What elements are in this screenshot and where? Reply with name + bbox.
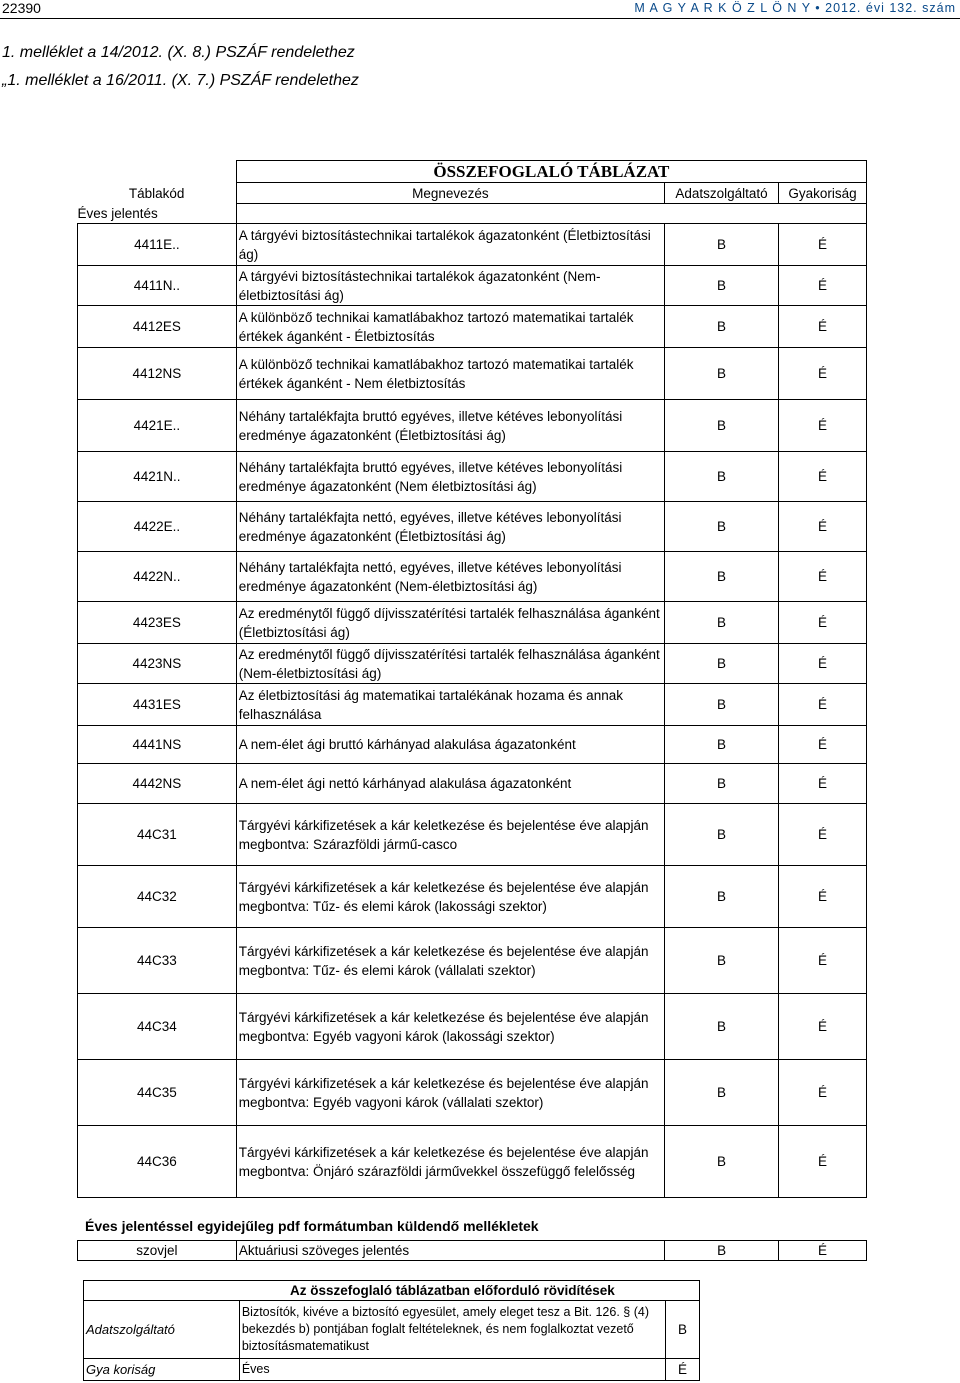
row-frequency: É (779, 602, 867, 644)
row-name: A különböző technikai kamatlábakhoz tartozó matematikai tartalék értékek áganként - Nem életbiztosítás (236, 348, 664, 400)
table-row (78, 452, 867, 502)
table-row (78, 552, 867, 602)
table-code: 44C33 (78, 928, 237, 994)
row-name: A tárgyévi biztosítástechnikai tartalékok ágazatonként (Életbiztosítási ág) (236, 224, 664, 266)
journal-title: M A G Y A R K Ö Z L Ö N Y • 2012. évi 132. szám (634, 1, 956, 15)
table-code: 44C36 (78, 1126, 237, 1198)
row-provider: B (665, 804, 779, 866)
table-code: 44C31 (78, 804, 237, 866)
annex-line-1: 1. melléklet a 14/2012. (X. 8.) PSZÁF rendelethez (2, 44, 355, 61)
row-frequency: É (779, 726, 867, 764)
header-frequency: Gyakoriság (779, 183, 867, 204)
row-frequency: É (779, 684, 867, 726)
abbr-desc-provider: Biztosítók, kivéve a biztosító egyesület, amely eleget tesz a Bit. 126. § (4) bekezdés b) pontjában foglalt feltételeknek, és nem foglalkoztat vezető biztosításmatematikust (239, 1301, 665, 1359)
page-header (0, 0, 960, 20)
attachments-heading: Éves jelentéssel egyidejűleg pdf formátumban küldendő mellékletek (85, 1218, 539, 1234)
row-frequency: É (779, 928, 867, 994)
abbreviations-title: Az összefoglaló táblázatban előforduló rövidítések (239, 1281, 665, 1301)
table-code: 4422N.. (78, 552, 237, 602)
table-code: 4411E.. (78, 224, 237, 266)
row-frequency: É (779, 1060, 867, 1126)
row-provider: B (665, 306, 779, 348)
row-provider: B (665, 928, 779, 994)
attachments-table (77, 1240, 867, 1261)
row-frequency: É (779, 866, 867, 928)
row-provider: B (665, 1126, 779, 1198)
table-row (78, 644, 867, 684)
row-name: A különböző technikai kamatlábakhoz tartozó matematikai tartalék értékek áganként - Életbiztosítás (236, 306, 664, 348)
row-provider: B (665, 764, 779, 804)
row-provider: B (665, 1060, 779, 1126)
abbr-label-frequency: Gya koriság (84, 1359, 240, 1381)
row-frequency: É (779, 1126, 867, 1198)
table-code: 4421E.. (78, 400, 237, 452)
table-row (78, 348, 867, 400)
row-name: Az eredménytől függő díjvisszatérítési tartalék felhasználása áganként (Életbiztosítási ág) (236, 602, 664, 644)
table-row (78, 804, 867, 866)
row-provider: B (665, 266, 779, 306)
row-name: Tárgyévi kárkifizetések a kár keletkezése és bejelentése éve alapján megbontva: Önjáró szárazföldi járművekkel összefüggő felelősség (236, 1126, 664, 1198)
section-annual-report: Éves jelentés (77, 205, 158, 221)
table-row (78, 502, 867, 552)
row-provider: B (665, 452, 779, 502)
row-frequency: É (779, 224, 867, 266)
row-provider: B (665, 552, 779, 602)
summary-table (77, 160, 867, 1198)
row-frequency: É (779, 552, 867, 602)
header-provider: Adatszolgáltató (665, 183, 779, 204)
table-code: 4423NS (78, 644, 237, 684)
table-row (78, 602, 867, 644)
header-divider (0, 18, 960, 19)
row-name: A tárgyévi biztosítástechnikai tartalékok ágazatonként (Nem-életbiztosítási ág) (236, 266, 664, 306)
row-provider: B (665, 684, 779, 726)
row-name: Néhány tartalékfajta bruttó egyéves, illetve kétéves lebonyolítási eredménye ágazatonként (Nem életbiztosítási ág) (236, 452, 664, 502)
table-code: 4421N.. (78, 452, 237, 502)
row-name: Tárgyévi kárkifizetések a kár keletkezése és bejelentése éve alapján megbontva: Egyéb vagyoni károk (vállalati szektor) (236, 1060, 664, 1126)
table-code: 4412ES (78, 306, 237, 348)
table-code: 44C34 (78, 994, 237, 1060)
table-row (78, 1126, 867, 1198)
table-row (78, 928, 867, 994)
row-provider: B (665, 400, 779, 452)
row-provider: B (665, 348, 779, 400)
row-name: Az eredménytől függő díjvisszatérítési tartalék felhasználása áganként (Nem-életbiztosítási ág) (236, 644, 664, 684)
table-code: 44C35 (78, 1060, 237, 1126)
row-name: Tárgyévi kárkifizetések a kár keletkezése és bejelentése éve alapján megbontva: Egyéb vagyoni károk (lakossági szektor) (236, 994, 664, 1060)
table-code: 4431ES (78, 684, 237, 726)
table-code: 4423ES (78, 602, 237, 644)
page-number: 22390 (2, 0, 41, 16)
table-code: 4411N.. (78, 266, 237, 306)
row-name: Néhány tartalékfajta nettó, egyéves, illetve kétéves lebonyolítási eredménye ágazatonként (Nem-életbiztosítási ág) (236, 552, 664, 602)
table-code: 44C32 (78, 866, 237, 928)
row-name: A nem-élet ági nettó kárhányad alakulása ágazatonként (236, 764, 664, 804)
row-frequency: É (779, 452, 867, 502)
row-name: Tárgyévi kárkifizetések a kár keletkezése és bejelentése éve alapján megbontva: Szárazföldi jármű-casco (236, 804, 664, 866)
attachment-provider: B (665, 1241, 779, 1261)
row-provider: B (665, 726, 779, 764)
row-name: Tárgyévi kárkifizetések a kár keletkezése és bejelentése éve alapján megbontva: Tűz- és elemi károk (vállalati szektor) (236, 928, 664, 994)
attachment-frequency: É (779, 1241, 867, 1261)
header-name: Megnevezés (236, 183, 664, 204)
abbr-value-provider: B (666, 1301, 700, 1359)
row-frequency: É (779, 266, 867, 306)
attachment-name: Aktuáriusi szöveges jelentés (236, 1241, 664, 1261)
row-name: Néhány tartalékfajta bruttó egyéves, illetve kétéves lebonyolítási eredménye ágazatonként (Életbiztosítási ág) (236, 400, 664, 452)
row-provider: B (665, 224, 779, 266)
row-frequency: É (779, 994, 867, 1060)
table-code: 4441NS (78, 726, 237, 764)
row-frequency: É (779, 400, 867, 452)
row-name: A nem-élet ági bruttó kárhányad alakulása ágazatonként (236, 726, 664, 764)
abbr-value-frequency: É (666, 1359, 700, 1381)
table-row (78, 684, 867, 726)
table-row (78, 866, 867, 928)
attachment-code: szovjel (78, 1241, 237, 1261)
row-provider: B (665, 644, 779, 684)
row-frequency: É (779, 764, 867, 804)
table-row (78, 764, 867, 804)
table-row (78, 994, 867, 1060)
row-provider: B (665, 602, 779, 644)
table-row (78, 1060, 867, 1126)
row-frequency: É (779, 306, 867, 348)
row-frequency: É (779, 644, 867, 684)
row-frequency: É (779, 502, 867, 552)
row-name: Néhány tartalékfajta nettó, egyéves, illetve kétéves lebonyolítási eredménye ágazatonként (Életbiztosítási ág) (236, 502, 664, 552)
table-row (78, 224, 867, 266)
table-code: 4412NS (78, 348, 237, 400)
table-code: 4422E.. (78, 502, 237, 552)
table-code: 4442NS (78, 764, 237, 804)
row-name: Tárgyévi kárkifizetések a kár keletkezése és bejelentése éve alapján megbontva: Tűz- és elemi károk (lakossági szektor) (236, 866, 664, 928)
table-row (78, 266, 867, 306)
row-frequency: É (779, 804, 867, 866)
row-provider: B (665, 994, 779, 1060)
annex-line-2: „1. melléklet a 16/2011. (X. 7.) PSZÁF rendelethez (2, 72, 359, 89)
row-frequency: É (779, 348, 867, 400)
row-name: Az életbiztosítási ág matematikai tartalékának hozama és annak felhasználása (236, 684, 664, 726)
row-provider: B (665, 866, 779, 928)
table-row (78, 306, 867, 348)
abbr-desc-frequency: Éves (239, 1359, 665, 1381)
abbreviations-table (83, 1280, 700, 1381)
header-table-code: Táblakód (128, 185, 185, 201)
abbr-label-provider: Adatszolgáltató (84, 1301, 240, 1359)
table-row (78, 726, 867, 764)
row-provider: B (665, 502, 779, 552)
summary-table-title: ÖSSZEFOGLALÓ TÁBLÁZAT (236, 161, 866, 183)
table-row (78, 400, 867, 452)
